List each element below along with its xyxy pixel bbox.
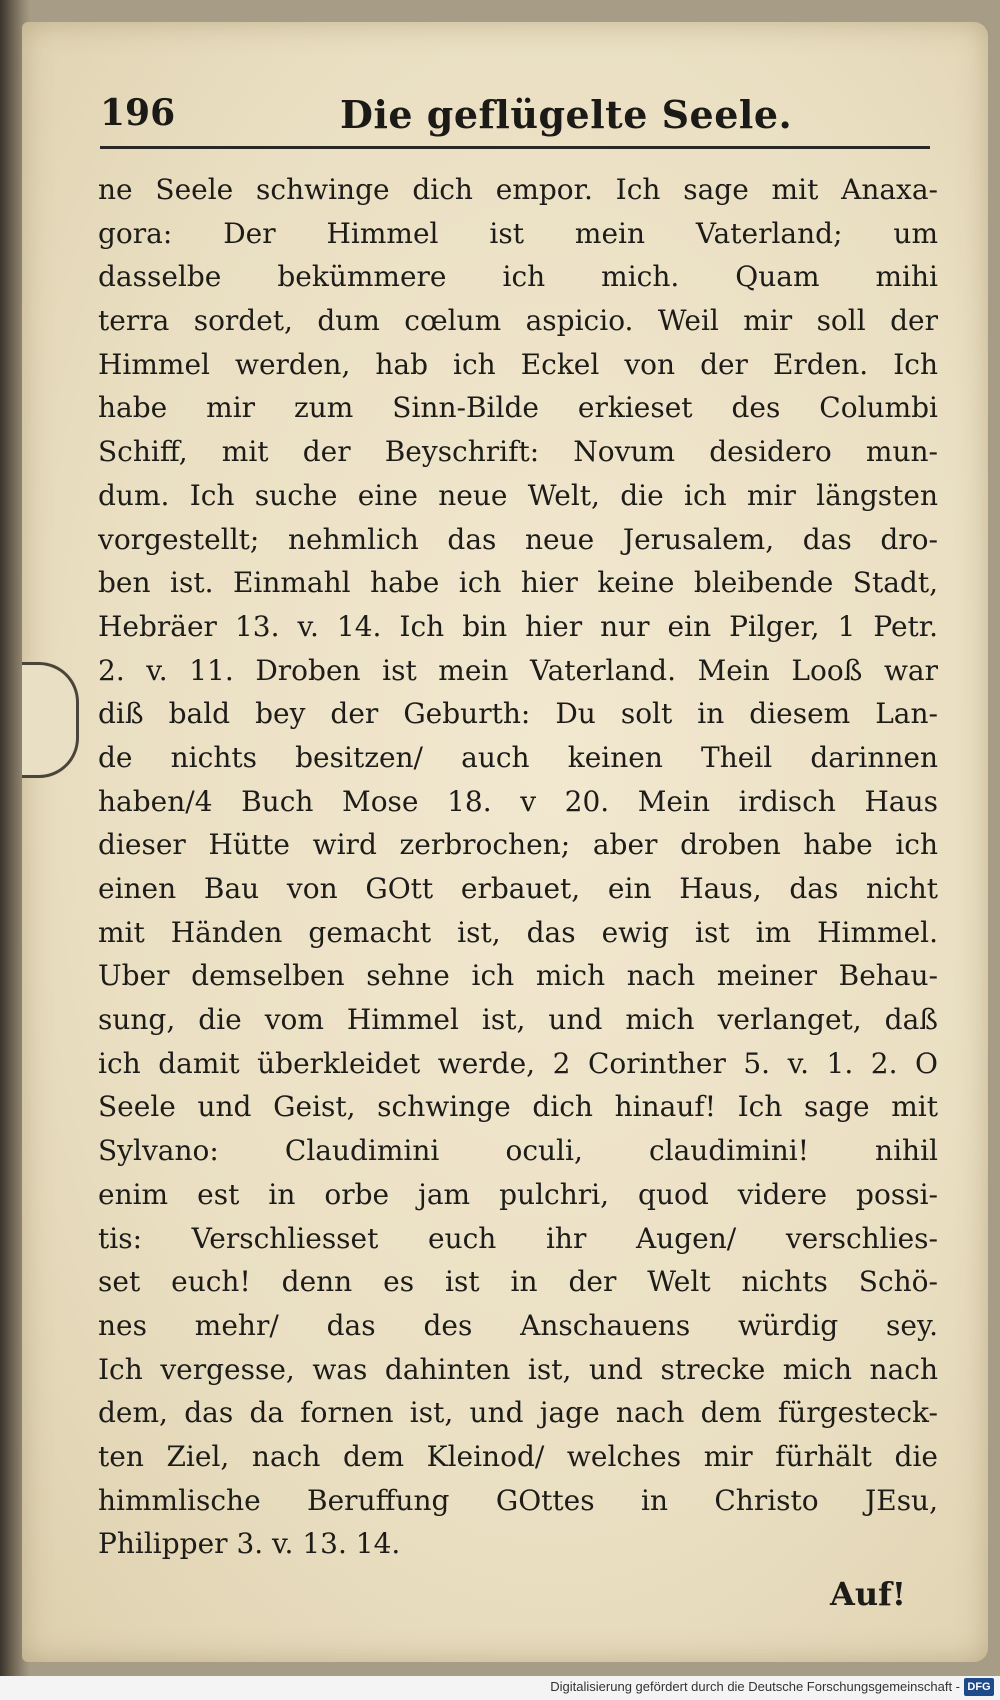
body-text xyxy=(98,168,938,1566)
text-line: himmlische Beruffung GOttes in Christo JEsu, xyxy=(98,1483,938,1517)
text-line: vorgestellt; nehmlich das neue Jerusalem, das dro- xyxy=(98,522,938,556)
text-line: 2. v. 11. Droben ist mein Vaterland. Mein Looß war xyxy=(98,653,938,687)
catchword: Auf! xyxy=(830,1575,906,1613)
text-line: Seele und Geist, schwinge dich hinauf! Ich sage mit xyxy=(98,1090,938,1124)
page-header xyxy=(100,92,940,142)
text-line: habe mir zum Sinn-Bilde erkieset des Columbi xyxy=(98,391,938,425)
text-line: sung, die vom Himmel ist, und mich verlanget, daß xyxy=(98,1003,938,1037)
text-line: enim est in orbe jam pulchri, quod videre possi- xyxy=(98,1177,938,1211)
text-line: Schiff, mit der Beyschrift: Novum desidero mun- xyxy=(98,435,938,469)
page-number: 196 xyxy=(100,92,176,134)
header-rule xyxy=(100,146,930,149)
text-line: Hebräer 13. v. 14. Ich bin hier nur ein Pilger, 1 Petr. xyxy=(98,609,938,643)
text-line: haben/4 Buch Mose 18. v 20. Mein irdisch Haus xyxy=(98,784,938,818)
text-line: Sylvano: Claudimini oculi, claudimini! nihil xyxy=(98,1134,938,1168)
text-line: Himmel werden, hab ich Eckel von der Erden. Ich xyxy=(98,347,938,381)
footer-bar xyxy=(0,1676,1000,1700)
text-line: Uber demselben sehne ich mich nach meiner Behau- xyxy=(98,959,938,993)
text-line: ben ist. Einmahl habe ich hier keine bleibende Stadt, xyxy=(98,566,938,600)
text-line: de nichts besitzen/ auch keinen Theil darinnen xyxy=(98,740,938,774)
text-line: ich damit überkleidet werde, 2 Corinther 5. v. 1. 2. O xyxy=(98,1046,938,1080)
text-line: einen Bau von GOtt erbauet, ein Haus, das nicht xyxy=(98,872,938,905)
text-line: Ich vergesse, was dahinten ist, und strecke mich nach xyxy=(98,1352,938,1386)
text-line: dieser Hütte wird zerbrochen; aber droben habe ich xyxy=(98,828,938,862)
text-line: dem, das da fornen ist, und jage nach dem fürgesteck- xyxy=(98,1396,938,1430)
page-clasp-tab xyxy=(22,662,79,778)
running-title: Die geflügelte Seele. xyxy=(340,92,793,137)
text-line: terra sordet, dum cœlum aspicio. Weil mir soll der xyxy=(98,304,938,338)
text-line: nes mehr/ das des Anschauens würdig sey. xyxy=(98,1308,938,1342)
footer-credit: Digitalisierung gefördert durch die Deutsche Forschungsgemeinschaft - xyxy=(550,1679,960,1694)
text-line: mit Händen gemacht ist, das ewig ist im Himmel. xyxy=(98,915,938,949)
text-line: tis: Verschliesset euch ihr Augen/ verschlies- xyxy=(98,1221,938,1255)
text-line: Philipper 3. v. 13. 14. xyxy=(98,1527,401,1561)
text-line: diß bald bey der Geburth: Du solt in diesem Lan- xyxy=(98,697,938,731)
text-line: gora: Der Himmel ist mein Vaterland; um xyxy=(98,216,938,250)
dfg-logo: DFG xyxy=(964,1678,994,1696)
text-line: ten Ziel, nach dem Kleinod/ welches mir fürhält die xyxy=(98,1439,938,1473)
text-line: ne Seele schwinge dich empor. Ich sage mit Anaxa- xyxy=(98,173,938,206)
text-line: set euch! denn es ist in der Welt nichts Schö- xyxy=(98,1265,938,1299)
text-line: dasselbe bekümmere ich mich. Quam mihi xyxy=(98,260,938,294)
text-line: dum. Ich suche eine neue Welt, die ich mir längsten xyxy=(98,478,938,512)
